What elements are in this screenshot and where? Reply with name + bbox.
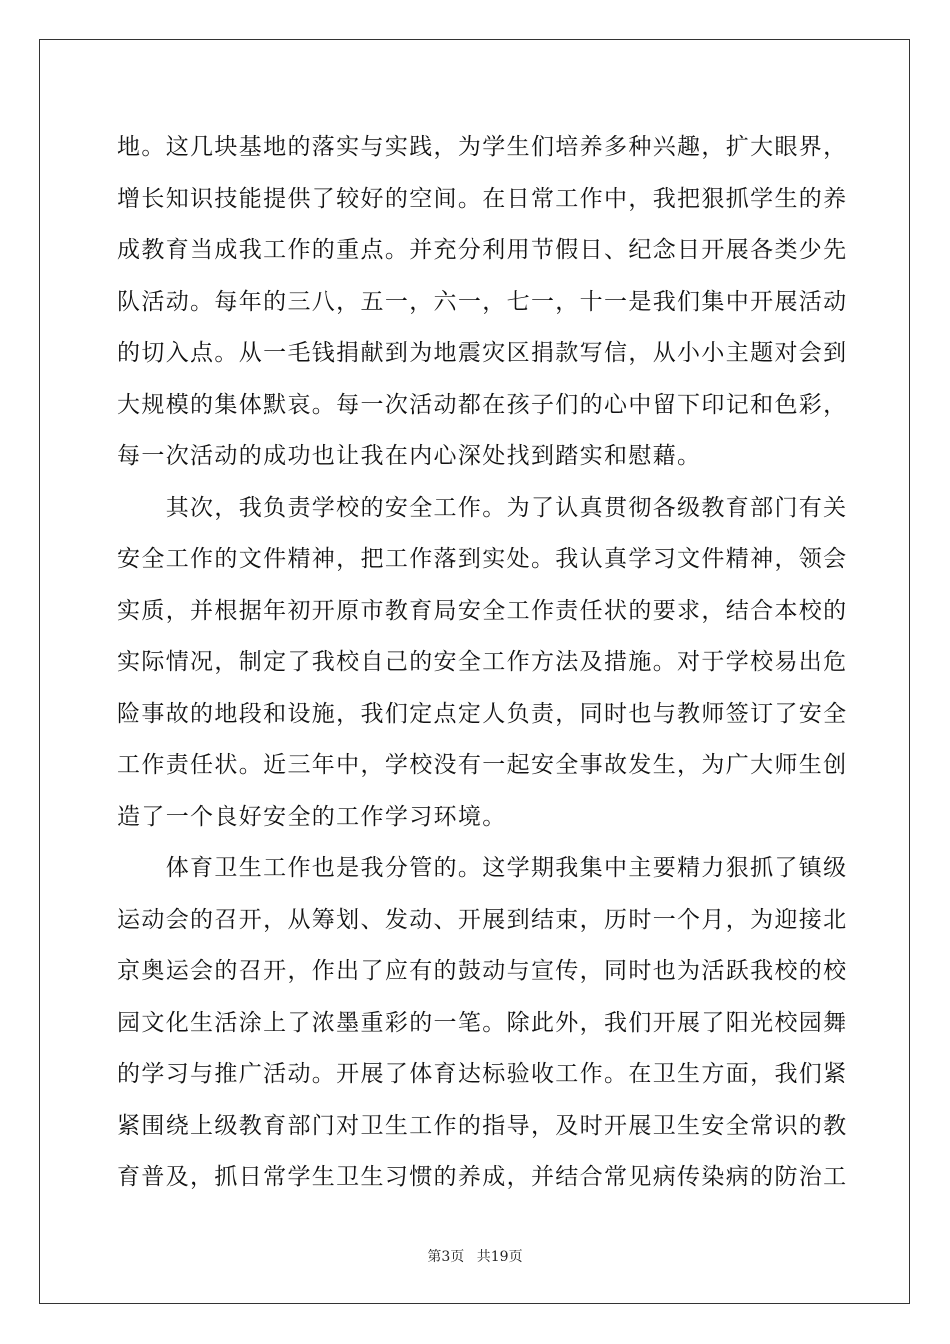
text-line: 体育卫生工作也是我分管的。这学期我集中主要精力狠抓了镇级: [117, 855, 848, 881]
text-line: 安全工作的文件精神，把工作落到实处。我认真学习文件精神，领会: [117, 546, 848, 572]
document-body: [117, 122, 848, 1204]
text-line: 紧围绕上级教育部门对卫生工作的指导，及时开展卫生安全常识的教: [117, 1112, 848, 1139]
text-line: 的切入点。从一毛钱捐献到为地震灾区捐款写信，从小小主题对会到: [117, 340, 848, 366]
text-line: 运动会的召开，从筹划、发动、开展到结束，历时一个月，为迎接北: [117, 906, 848, 933]
text-line: 的学习与推广活动。开展了体育达标验收工作。在卫生方面，我们紧: [117, 1061, 848, 1087]
text-line: 每一次活动的成功也让我在内心深处找到踏实和慰藉。: [117, 443, 702, 469]
page-number: 第3页: [427, 1249, 465, 1265]
text-line: 增长知识技能提供了较好的空间。在日常工作中，我把狠抓学生的养: [117, 185, 848, 212]
text-line: 实质，并根据年初开原市教育局安全工作责任状的要求，结合本校的: [117, 597, 848, 624]
text-line: 造了一个良好安全的工作学习环境。: [117, 803, 507, 830]
text-line: 其次，我负责学校的安全工作。为了认真贯彻各级教育部门有关: [117, 494, 848, 521]
text-line: 工作责任状。近三年中，学校没有一起安全事故发生，为广大师生创: [117, 752, 848, 778]
page-footer: [0, 1246, 950, 1266]
text-line: 险事故的地段和设施，我们定点定人负责，同时也与教师签订了安全: [117, 700, 848, 727]
text-line: 成教育当成我工作的重点。并充分利用节假日、纪念日开展各类少先: [117, 237, 848, 263]
page-total: 共19页: [476, 1249, 523, 1265]
text-line: 大规模的集体默哀。每一次活动都在孩子们的心中留下印记和色彩，: [117, 391, 848, 418]
text-line: 实际情况，制定了我校自己的安全工作方法及措施。对于学校易出危: [117, 649, 848, 675]
text-line: 京奥运会的召开，作出了应有的鼓动与宣传，同时也为活跃我校的校: [117, 958, 848, 984]
text-line: 育普及，抓日常学生卫生习惯的养成，并结合常见病传染病的防治工: [117, 1164, 848, 1190]
text-line: 队活动。每年的三八，五一，六一，七一，十一是我们集中开展活动: [117, 288, 848, 315]
text-line: 园文化生活涂上了浓墨重彩的一笔。除此外，我们开展了阳光校园舞: [117, 1009, 848, 1036]
text-line: 地。这几块基地的落实与实践，为学生们培养多种兴趣，扩大眼界，: [117, 134, 848, 160]
